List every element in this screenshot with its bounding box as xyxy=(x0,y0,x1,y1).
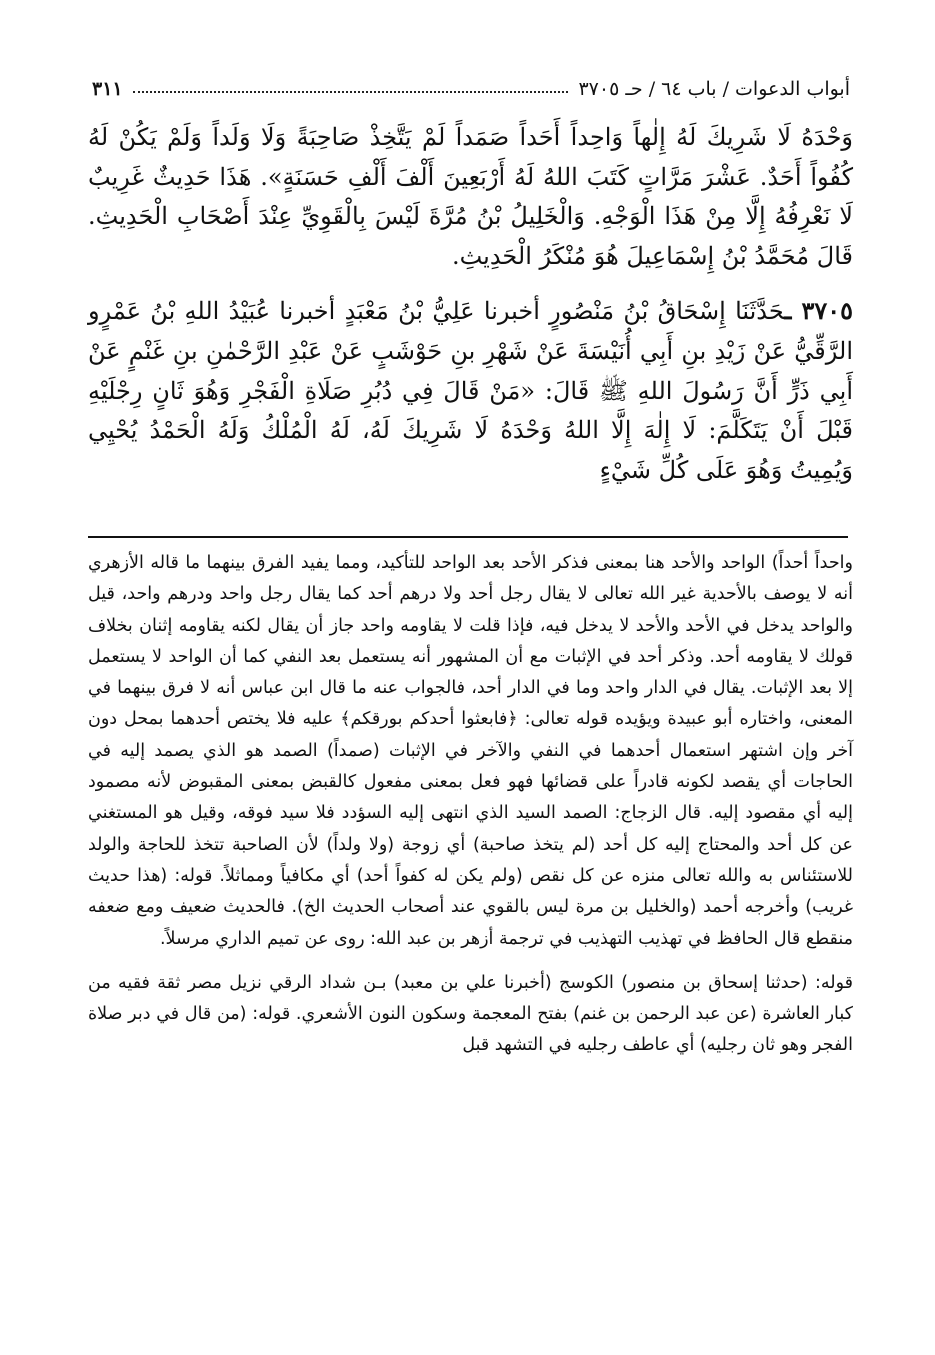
paragraph-gap xyxy=(88,955,853,968)
page-header xyxy=(92,66,850,100)
hadith-number: ٣٧٠٥ ـ xyxy=(784,296,854,326)
paragraph-gap xyxy=(88,276,853,291)
leader-dots xyxy=(133,91,569,93)
page-number: ٣١١ xyxy=(92,78,123,100)
footnote-divider xyxy=(88,536,848,538)
hadith-paragraph-3705 xyxy=(88,291,853,490)
hadith-text xyxy=(88,118,853,490)
commentary-paragraph: قوله: (حدثنا إسحاق بن منصور) الكوسج (أخبرنا علي بن معبد) بـن شداد الرقي نزيل مصر ثقة فقيه من كبار العاشرة (عن عبد الرحمن بن غنم) بفتح المعجمة وسكون النون الأشعري. قوله: (من قال في دبر صلاة الفجر وهو ثان رجليه) أي عاطف رجليه في التشهد قبل xyxy=(88,972,853,1056)
running-title: أبواب الدعوات / باب ٦٤ / حـ ٣٧٠٥ xyxy=(578,78,850,100)
hadith-body: حَدَّثَنَا إِسْحَاقُ بْنُ مَنْصُورٍ أخبرنا عَلِيُّ بْنُ مَعْبَدٍ أخبرنا عُبَيْدُ اللهِ بْنُ عَمْرٍو الرَّقِّيُّ عَنْ زَيْدِ بنِ أَبِي أُنَيْسَةَ عَنْ شَهْرِ بنِ حَوْشَبٍ عَنْ عَبْدِ الرَّحْمٰنِ بنِ غَنْمٍ عَنْ أَبِي ذَرٍّ أَنَّ رَسُولَ اللهِ ﷺ قَالَ: «مَنْ قَالَ فِي دُبُرِ صَلَاةِ الْفَجْرِ وَهُوَ ثَانٍ رِجْلَيْهِ قَبْلَ أَنْ يَتَكَلَّمَ: لَا إِلٰهَ إِلَّا اللهُ وَحْدَهُ لَا شَرِيكَ لَهُ، لَهُ الْمُلْكُ وَلَهُ الْحَمْدُ يُحْيِي وَيُمِيتُ وَهُوَ عَلَى كُلِّ شَيْءٍ xyxy=(88,297,853,484)
commentary-paragraph: واحداً أحداً) الواحد والأحد هنا بمعنى فذكر الأحد بعد الواحد للتأكيد، ومما يفيد الفرق بينهما ما قاله الأزهري أنه لا يوصف بالأحدية غير الله تعالى لا يقال رجل أحد ولا درهم أحد كما يقال رجل واحد ودرهم واحد، قيل والواحد يدخل في الأحد والأحد لا يدخل فيه، فإذا قلت لا يقاومه واحد جاز أن يقال لكنه يقاومه إثنان بخلاف قولك لا يقاومه أحد. وذكر أحد في الإثبات مع أن المشهور أنه يستعمل بعد النفي كما أن الواحد لا يستعمل إلا بعد الإثبات. يقال في الدار واحد وما في الدار أحد، فالجواب عنه ما قال ابن عباس أنه لا فرق بينهما في المعنى، واختاره أبو عبيدة ويؤيده قوله تعالى: ﴿فابعثوا أحدكم بورقكم﴾ عليه فلا يختص أحدهما بمحل دون آخر وإن اشتهر استعمال أحدهما في النفي والآخر في الإثبات (صمداً) الصمد هو الذي يصمد إليه في الحاجات أي يقصد لكونه قادراً على قضائها فهو فعل بمعنى مفعول كالقبض بمعنى المقبوض لأنه مصمود إليه أي مقصود إليه. قال الزجاج: الصمد السيد الذي انتهى إليه السؤدد فلا سيد فوقه، وقيل هو المستغني عن كل أحد والمحتاج إليه كل أحد (لم يتخذ صاحبة) أي زوجة (ولا ولداً) لأن الصاحبة تتخذ للحاجة والولد للاستئناس به والله تعالى منزه عن كل نقص (ولم يكن له كفواً أحد) أي مكافياً ومماثلاً. قوله: (هذا حديث غريب) وأخرجه أحمد (والخليل بن مرة ليس بالقوي عند أصحاب الحديث الخ). فالحديث ضعيف ومع ضعفه منقطع قال الحافظ في تهذيب التهذيب في ترجمة أزهر بن عبد الله: روى عن تميم الداري مرسلاً. xyxy=(88,553,853,949)
commentary-text xyxy=(88,548,853,1062)
hadith-paragraph: وَحْدَهُ لَا شَرِيكَ لَهُ إِلٰهاً وَاحِداً أَحَداً صَمَداً لَمْ يَتَّخِذْ صَاحِبَةً وَلَا وَلَداً وَلَمْ يَكُنْ لَهُ كُفُواً أَحَدٌ. عَشْرَ مَرَّاتٍ كَتَبَ اللهُ لَهُ أَرْبَعِينَ أَلْفَ أَلْفِ حَسَنَةٍ». هَذَا حَدِيثٌ غَرِيبٌ لَا نَعْرِفُهُ إِلَّا مِنْ هَذَا الْوَجْهِ. وَالْخَلِيلُ بْنُ مُرَّةَ لَيْسَ بِالْقَوِيِّ عِنْدَ أَصْحَابِ الْحَدِيثِ. قَالَ مُحَمَّدُ بْنُ إِسْمَاعِيلَ هُوَ مُنْكَرُ الْحَدِيثِ. xyxy=(88,123,854,270)
